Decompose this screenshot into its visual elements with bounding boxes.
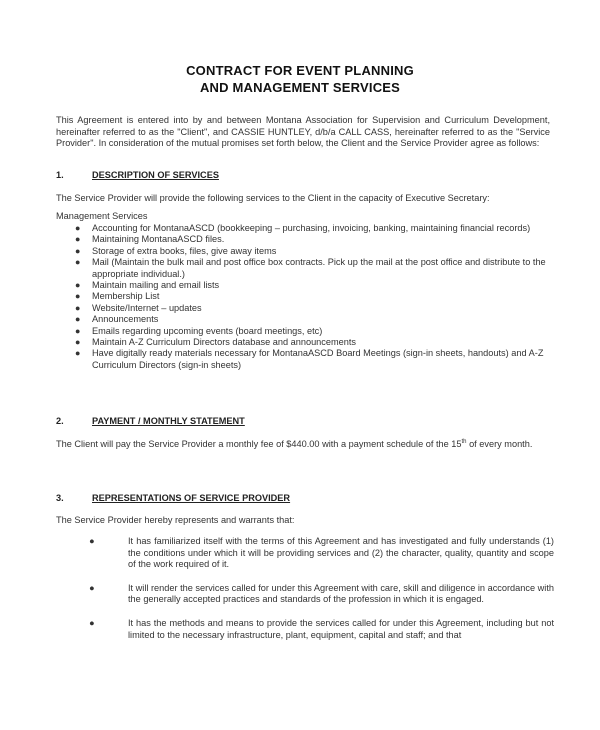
list-item: ● It will render the services called for under this Agreement with care, skill and diligence in accordance with the generally accepted practices and standards of the profession in which it is engaged. xyxy=(89,582,554,605)
list-item: ● Storage of extra books, files, give away items xyxy=(75,245,277,256)
bullet-icon: ● xyxy=(75,337,81,348)
services-list xyxy=(75,223,555,371)
document-title-line2: AND MANAGEMENT SERVICES xyxy=(199,80,401,95)
list-item: ● Announcements xyxy=(75,314,159,325)
list-item: ● It has familiarized itself with the terms of this Agreement and has investigated and fully understands (1) the conditions under which it will be providing services and (2) the character, quality, quantity and scope of the work required of it. xyxy=(89,536,554,570)
section1-number: 1. xyxy=(56,170,64,180)
bullet-icon: ● xyxy=(75,245,81,256)
bullet-icon: ● xyxy=(75,302,81,313)
bullet-icon: ● xyxy=(75,314,81,325)
bullet-icon: ● xyxy=(89,536,95,546)
list-item: ● Maintaining MontanaASCD files. xyxy=(75,234,225,245)
section1-title: DESCRIPTION OF SERVICES xyxy=(92,170,219,180)
bullet-icon: ● xyxy=(75,348,81,359)
section2-text: The Client will pay the Service Provider a monthly fee of $440.00 with a payment schedule of the 15th of every month. xyxy=(56,439,533,450)
representations-list xyxy=(89,536,554,653)
intro-paragraph: This Agreement is entered into by and between Montana Association for Supervision and Curriculum Development, hereinafter referred to as the "Client", and CASSIE HUNTLEY, d/b/a CALL CASS, hereinafter referred to as the "Service Provider". In consideration of the mutual promises set forth below, the Client and the Service Provider agree as follows: xyxy=(56,115,550,149)
bullet-icon: ● xyxy=(89,582,95,593)
list-item: ● Membership List xyxy=(75,291,160,302)
document-title-line1: CONTRACT FOR EVENT PLANNING xyxy=(186,63,414,78)
bullet-icon: ● xyxy=(75,325,81,336)
section2-number: 2. xyxy=(56,416,64,426)
list-item: ● Have digitally ready materials necessary for MontanaASCD Board Meetings (sign-in sheets, handouts) and A-Z Curriculum Directors (sign-in sheets) xyxy=(75,348,544,370)
section3-heading xyxy=(56,493,290,505)
list-item: ● Emails regarding upcoming events (board meetings, etc) xyxy=(75,325,323,336)
list-item: ● It has the methods and means to provide the services called for under this Agreement, including but not limited to the necessary infrastructure, plant, equipment, capital and staff; and that xyxy=(89,617,554,640)
section3-number: 3. xyxy=(56,493,64,503)
section1-heading xyxy=(56,170,219,182)
section2-heading xyxy=(56,416,245,428)
section1-list-title: Management Services xyxy=(56,211,148,221)
bullet-icon: ● xyxy=(75,223,81,233)
bullet-icon: ● xyxy=(75,291,81,302)
section3-text: The Service Provider hereby represents and warrants that: xyxy=(56,515,295,525)
bullet-icon: ● xyxy=(75,280,81,291)
bullet-icon: ● xyxy=(89,617,95,628)
list-item: ● Accounting for MontanaASCD (bookkeeping – purchasing, invoicing, banking, maintaining financial records) xyxy=(75,223,531,233)
list-item: ● Website/Internet – updates xyxy=(75,302,202,313)
section3-title: REPRESENTATIONS OF SERVICE PROVIDER xyxy=(92,493,291,503)
bullet-icon: ● xyxy=(75,257,81,268)
list-item: ● Maintain mailing and email lists xyxy=(75,280,220,291)
section2-title: PAYMENT / MONTHLY STATEMENT xyxy=(92,416,245,426)
section1-text: The Service Provider will provide the following services to the Client in the capacity of Executive Secretary: xyxy=(56,193,490,203)
bullet-icon: ● xyxy=(75,234,81,245)
list-item: ● Maintain A-Z Curriculum Directors database and announcements xyxy=(75,337,357,348)
list-item: ● Mail (Maintain the bulk mail and post office box contracts. Pick up the mail at the post office and distribute to the appropriate individual.) xyxy=(75,257,546,279)
